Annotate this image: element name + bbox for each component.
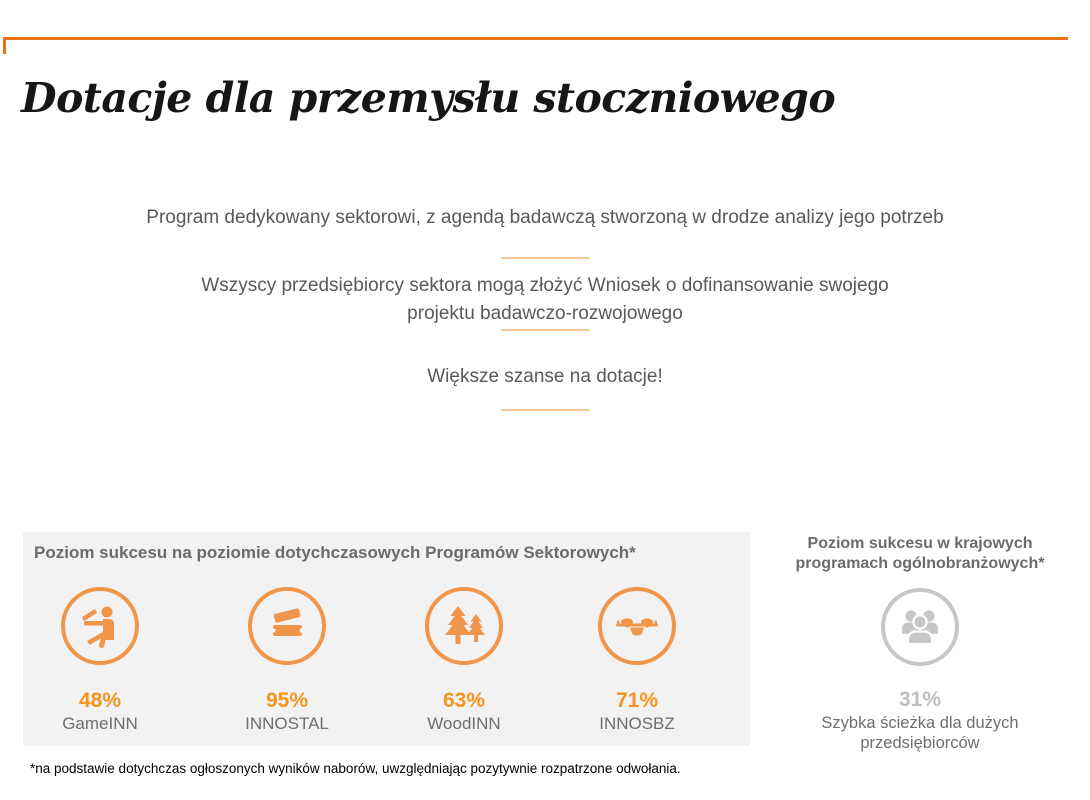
sector-panel-heading: Poziom sukcesu na poziomie dotychczasowych Programów Sektorowych* (34, 543, 636, 562)
paragraph-divider-1 (501, 257, 589, 259)
program-column-woodinn (379, 532, 549, 746)
intro-paragraph-2: Wszyscy przedsiębiorcy sektora mogą złożyć Wniosek o dofinansowanie swojego projektu badawczo-rozwojowego (201, 275, 889, 324)
tickets-icon (248, 587, 326, 665)
program-column-innostal (202, 532, 372, 746)
top-orange-rule-corner (3, 37, 6, 54)
person-laptop-icon (61, 587, 139, 665)
footnote: *na podstawie dotychczas ogłoszonych wyników naborów, uwzględniając pozytywnie rozpatrzone odwołania. (30, 761, 681, 776)
top-orange-rule (3, 37, 1068, 40)
program-column-innosbz (552, 532, 722, 746)
program-name: INNOSBZ (599, 714, 675, 733)
sector-success-panel (23, 532, 750, 746)
slide-title: Dotacje dla przemysłu stoczniowego (21, 74, 836, 123)
intro-paragraph-3: Większe szanse na dotacje! (427, 366, 663, 387)
national-caption: Szybka ścieżka dla dużych przedsiębiorców (821, 714, 1019, 752)
program-value: 95% (265, 689, 309, 712)
program-value: 71% (615, 689, 659, 712)
program-name: WoodINN (427, 714, 501, 733)
intro-paragraph-1: Program dedykowany sektorowi, z agendą badawczą stworzoną w drodze analizy jego potrzeb (146, 207, 944, 228)
pine-trees-icon (425, 587, 503, 665)
paragraph-divider-3 (501, 409, 589, 411)
program-column-gameinn (15, 532, 185, 746)
program-value: 48% (78, 689, 122, 712)
national-success-section (792, 534, 1048, 753)
drone-icon (598, 587, 676, 665)
national-value: 31% (898, 688, 942, 711)
paragraph-divider-2 (501, 329, 589, 331)
program-name: INNOSTAL (245, 714, 329, 733)
program-name: GameINN (62, 714, 138, 733)
people-group-icon (881, 588, 959, 666)
national-heading: Poziom sukcesu w krajowych programach ogólnobranżowych* (795, 535, 1045, 572)
program-value: 63% (442, 689, 486, 712)
